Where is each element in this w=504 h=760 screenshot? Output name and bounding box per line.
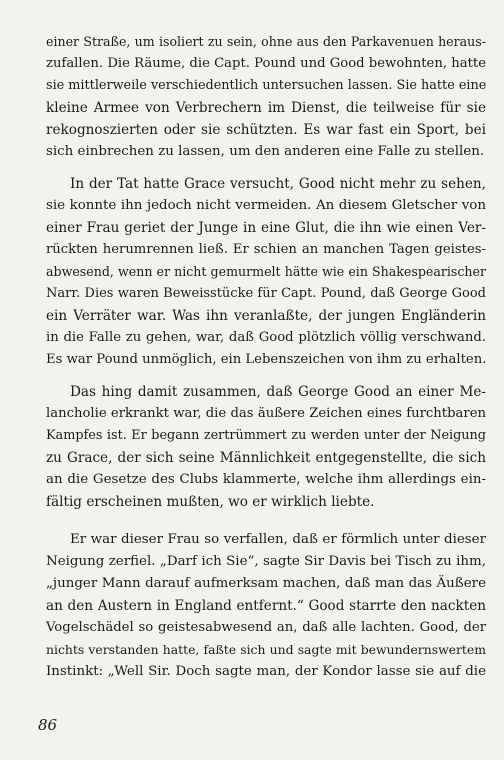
text-line: Kampfes ist. Er begann zertrümmert zu werden unter der Neigung [46, 428, 486, 443]
text-line: sie konnte ihn jedoch nicht vermeiden. An diesem Gletscher von [46, 198, 486, 213]
text-line: sie mittlerweile verschiedentlich untersuchen lassen. Sie hatte eine [46, 78, 487, 93]
text-line: Neigung zerfiel. „Darf ich Sie“, sagte Sir Davis bei Tisch zu ihm, [46, 554, 486, 569]
text-line: zu Grace, der sich seine Männlichkeit entgegenstellte, die sich [46, 450, 486, 466]
page-number: 86 [38, 716, 58, 734]
text-line: kleine Armee von Verbrechern im Dienst, die teilweise für sie [46, 100, 486, 116]
text-line: „junger Mann darauf aufmerksam machen, daß man das Äußere [46, 576, 486, 591]
text-line: abwesend, wenn er nicht gemurmelt hätte wie ein Shakespearischer [46, 264, 486, 279]
text-line: nichts verstanden hatte, faßte sich und sagte mit bewundernswertem [46, 642, 486, 657]
text-line: In der Tat hatte Grace versucht, Good nicht mehr zu sehen, [70, 176, 486, 192]
text-line: ein Verräter war. Was ihn veranlaßte, der jungen Engländerin [46, 308, 486, 324]
text-line: Es war Pound unmöglich, ein Lebenszeichen von ihm zu erhalten. [46, 352, 487, 367]
text-line: an die Gesetze des Clubs klammerte, welche ihm allerdings ein- [46, 472, 486, 487]
text-line: einer Straße, um isoliert zu sein, ohne aus den Parkavenuen heraus- [46, 34, 486, 49]
text-line: rückten herumrennen ließ. Er schien an manchen Tagen geistes- [46, 242, 486, 257]
text-line: rekognoszierten oder sie schützten. Es war fast ein Sport, bei [46, 122, 486, 138]
text-line: Er war dieser Frau so verfallen, daß er förmlich unter dieser [70, 532, 486, 547]
text-line: zufallen. Die Räume, die Capt. Pound und Good bewohnten, hatte [46, 56, 486, 71]
text-line: Narr. Dies waren Beweisstücke für Capt. Pound, daß George Good [46, 286, 486, 301]
text-line: einer Frau geriet der Junge in eine Glut, die ihn wie einen Ver- [46, 220, 486, 236]
text-line: Das hing damit zusammen, daß George Good an einer Me- [70, 384, 486, 400]
text-line: Vogelschädel so geistesabwesend an, daß alle lachten. Good, der [46, 620, 486, 635]
text-line: sich einbrechen zu lassen, um den anderen eine Falle zu stellen. [46, 144, 485, 159]
text-line: in die Falle zu gehen, war, daß Good plötzlich völlig verschwand. [46, 330, 486, 345]
text-line: an den Austern in England entfernt.“ Good starrte den nackten [46, 598, 486, 614]
text-line: Instinkt: „Well Sir. Doch sagte man, der Kondor lasse sie auf die [46, 664, 486, 679]
text-line: fältig erscheinen mußten, wo er wirklich liebte. [46, 494, 375, 510]
text-line: lancholie erkrankt war, die das äußere Zeichen eines furchtbaren [46, 406, 486, 421]
